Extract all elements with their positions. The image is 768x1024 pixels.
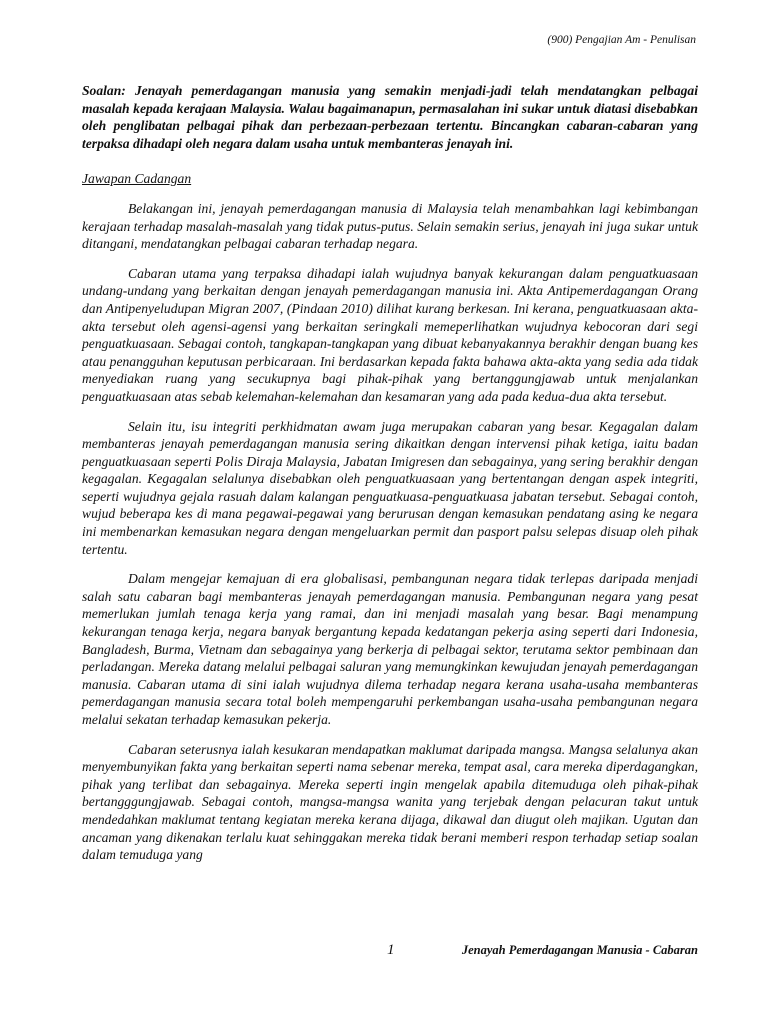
paragraph-2: Cabaran utama yang terpaksa dihadapi ialah wujudnya banyak kekurangan dalam penguatkuasaan undang-undang yang berkaitan dengan jenayah pemerdagangan manusia ini. Akta Antipemerdagangan Orang dan Antipenyeludupan Migran 2007, (Pindaan 2010) dilihat kurang berkesan. Ini kerana, penguatkuasaan akta-akta tersebut oleh agensi-agensi yang berkaitan seringkali memeperlihatkan wujudnya kebocoran dari segi penguatkuasaan. Sebagai contoh, tangkapan-tangkapan yang dibuat kebanyakannya berakhir dengan buang kes atau penangguhan keputusan perbicaraan. Ini berdasarkan kepada fakta bahawa akta-akta yang sedia ada tidak menyediakan ruang yang secukupnya bagi pihak-pihak yang bertanggungjawab untuk menjalankan penguatkuasaan atas sebab kelemahan-kelemahan dan kesamaran yang ada pada kedua-dua akta tersebut. <box>82 265 698 404</box>
footer-title: Jenayah Pemerdagangan Manusia - Cabaran <box>461 943 698 957</box>
paragraph-3: Selain itu, isu integriti perkhidmatan awam juga merupakan cabaran yang besar. Kegagalan dalam membanteras jenayah pemerdagangan manusia sering dikaitkan dengan intervensi pihak ketiga, iaitu badan penguatkuasaan seperti Polis Diraja Malaysia, Jabatan Imigresen dan sebagainya, yang sering berakhir dengan kegagalan. Kegagalan selalunya disebabkan oleh penguatkuasaan yang bertentangan dengan aspek integriti, seperti wujudnya gejala rasuah dalam kalangan penguatkuasa-penguatkuasa jabatan tersebut. Sebagai contoh, wujud beberapa kes di mana pegawai-pegawai yang berurusan dengan kemasukan pendatang asing ke negara ini membenarkan kemasukan negara dengan mengeluarkan permit dan pasport palsu selepas disuap oleh pihak tertentu. <box>82 418 698 557</box>
paragraph-4: Dalam mengejar kemajuan di era globalisasi, pembangunan negara tidak terlepas daripada menjadi salah satu cabaran bagi membanteras jenayah pemerdagangan manusia. Pembangunan negara yang pesat memerlukan jumlah tenaga kerja yang ramai, dan ini menjadi masalah yang besar. Bagi menampung kekurangan tenaga kerja, negara banyak bergantung kepada kedatangan pekerja asing seperti dari Indonesia, Bangladesh, Burma, Vietnam dan sebagainya yang berkerja di pelbagai sektor, terutama sektor pembinaan dan perladangan. Mereka datang melalui pelbagai saluran yang memungkinkan kewujudan jenayah pemerdagangan manusia. Cabaran utama di sini ialah wujudnya dilema terhadap negara kerana usaha-usaha membanteras pemerdagangan manusia secara total boleh mempengaruhi perkembangan usaha-usaha pembangunan negara melalui sekatan terhadap kemasukan pekerja. <box>82 571 698 727</box>
document-body <box>82 82 698 876</box>
paragraph-1: Belakangan ini, jenayah pemerdagangan manusia di Malaysia telah menambahkan lagi kebimbangan kerajaan terhadap masalah-masalah yang tidak putus-putus. Selain semakin serius, jenayah ini juga sukar untuk ditangani, mendatangkan pelbagai cabaran terhadap negara. <box>82 200 698 252</box>
page-number: 1 <box>387 942 395 958</box>
question-text: Soalan: Jenayah pemerdagangan manusia yang semakin menjadi-jadi telah mendatangkan pelbagai masalah kepada kerajaan Malaysia. Walau bagaimanapun, permasalahan ini sukar untuk diatasi disebabkan oleh penglibatan pelbagai pihak dan perbezaan-perbezaan tertentu. Bincangkan cabaran-cabaran yang terpaksa dihadapi oleh negara dalam usaha untuk membanteras jenayah ini. <box>82 83 698 151</box>
page-header: (900) Pengajian Am - Penulisan <box>547 34 696 46</box>
answer-subheading: Jawapan Cadangan <box>82 171 192 187</box>
paragraph-5: Cabaran seterusnya ialah kesukaran mendapatkan maklumat daripada mangsa. Mangsa selalunya akan menyembunyikan fakta yang berkaitan seperti nama sebenar mereka, tempat asal, cara mereka diperdagangkan, pihak yang terlibat dan sebagainya. Mereka seperti ingin mengelak apabila ditemuduga oleh pihak-pihak bertangggungjawab. Sebagai contoh, mangsa-mangsa wanita yang terjebak dengan pelacuran takut untuk mendedahkan maklumat tentang kegiatan mereka kerana dijaga, dikawal dan diugut oleh majikan. Ugutan dan ancaman yang dikenakan terlalu kuat sehinggakan mereka tidak berani memberi respon terhadap setiap soalan dalam temuduga yang <box>82 741 698 863</box>
